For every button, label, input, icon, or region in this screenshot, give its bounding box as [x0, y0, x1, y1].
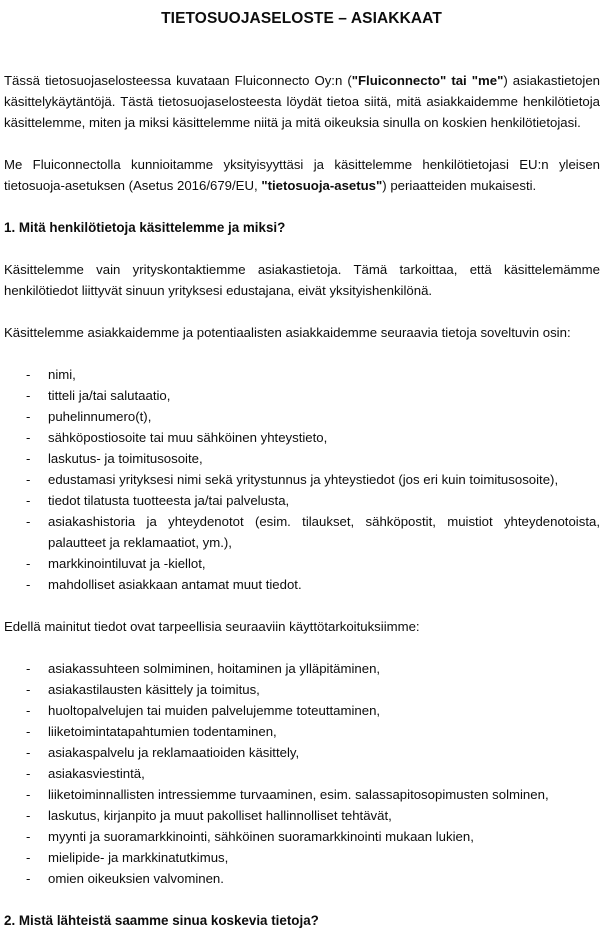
list-item	[4, 406, 600, 427]
dash-bullet-icon: -	[26, 850, 31, 866]
intro-paragraph-2	[4, 154, 600, 196]
list-item-label: asiakastilausten käsittely ja toimitus,	[48, 682, 260, 698]
list-item-label: laskutus- ja toimitusosoite,	[48, 451, 203, 467]
list-item-label: liiketoiminnallisten intressiemme turvaaminen, esim. salassapitosopimusten solminen,	[48, 787, 549, 803]
list-item	[4, 574, 600, 595]
list-item	[4, 490, 600, 511]
list-item	[4, 364, 600, 385]
paragraph-gap-2	[4, 196, 600, 217]
list-item	[4, 805, 600, 826]
dash-bullet-icon: -	[26, 703, 31, 719]
dash-bullet-icon: -	[26, 745, 31, 761]
intro-1-segment-1-bold: "Fluiconnecto" tai "me"	[351, 73, 504, 89]
list-item	[4, 679, 600, 700]
dash-bullet-icon: -	[26, 451, 31, 467]
list-item-label: asiakassuhteen solmiminen, hoitaminen ja ylläpitäminen,	[48, 661, 381, 677]
list-item	[4, 742, 600, 763]
list-item-label: titteli ja/tai salutaatio,	[48, 388, 171, 404]
list-gap-2	[4, 595, 600, 616]
list-item-label: mielipide- ja markkinatutkimus,	[48, 850, 229, 866]
intro-2-segment-2: ) periaatteiden mukaisesti.	[382, 178, 537, 194]
list-item-label: omien oikeuksien valvominen.	[48, 871, 224, 887]
heading-gap-2	[4, 889, 600, 910]
list-gap-3	[4, 637, 600, 658]
paragraph-gap-3	[4, 301, 600, 322]
heading-gap-1	[4, 238, 600, 259]
dash-bullet-icon: -	[26, 724, 31, 740]
list-item-label: tiedot tilatusta tuotteesta ja/tai palvelusta,	[48, 493, 290, 509]
dash-bullet-icon: -	[26, 808, 31, 824]
dash-bullet-icon: -	[26, 766, 31, 782]
list-item	[4, 847, 600, 868]
intro-2-segment-0: Me Fluiconnectolla kunnioitamme yksityisyyttäsi ja käsittelemme henkilötietojasi EU:n yleisen tietosuoja-asetuksen (Asetus 2016/679/EU,	[4, 157, 600, 194]
list-item-label: sähköpostiosoite tai muu sähköinen yhteystieto,	[48, 430, 328, 446]
paragraph-gap-1	[4, 133, 600, 154]
list-item-label: edustamasi yrityksesi nimi sekä yritystunnus ja yhteystiedot (jos eri kuin toimitusosoite),	[48, 472, 559, 488]
list-item	[4, 826, 600, 847]
dash-bullet-icon: -	[26, 787, 31, 803]
list-item	[4, 784, 600, 805]
list-item-label: asiakashistoria ja yhteydenotot (esim. tilaukset, sähköpostit, muistiot yhteydenotoista, palautteet ja reklamaatiot, ym.),	[48, 514, 600, 551]
dash-bullet-icon: -	[26, 472, 31, 488]
intro-paragraph-1	[4, 70, 600, 133]
purpose-list	[4, 658, 600, 889]
list-item-label: puhelinnumero(t),	[48, 409, 152, 425]
section-heading-2: 2. Mistä lähteistä saamme sinua koskevia tietoja?	[4, 913, 319, 929]
list-item	[4, 763, 600, 784]
dash-bullet-icon: -	[26, 682, 31, 698]
dash-bullet-icon: -	[26, 388, 31, 404]
document-body	[0, 70, 603, 931]
intro-1-segment-2: ) asiakastietojen käsittelykäytäntöjä. Tästä tietosuojaselosteesta löydät tietoa siitä, mitä asiakkaidemme henkilötietoja käsittelemme, miten ja miksi käsittelemme niitä ja mitä oikeuksia sinulla on koskien henkilötietojasi.	[4, 73, 600, 131]
dash-bullet-icon: -	[26, 661, 31, 677]
intro-1-segment-0: Tässä tietosuojaselosteessa kuvataan Fluiconnecto Oy:n (	[4, 73, 352, 89]
list-item-label: markkinointiluvat ja -kiellot,	[48, 556, 206, 572]
list-item	[4, 700, 600, 721]
list-item	[4, 469, 600, 490]
dash-bullet-icon: -	[26, 409, 31, 425]
dash-bullet-icon: -	[26, 493, 31, 509]
list-item	[4, 448, 600, 469]
list-item	[4, 511, 600, 553]
dash-bullet-icon: -	[26, 367, 31, 383]
list-gap-1	[4, 343, 600, 364]
dash-bullet-icon: -	[26, 577, 31, 593]
list-item	[4, 427, 600, 448]
list-item-label: asiakasviestintä,	[48, 766, 145, 782]
title-spacer	[0, 28, 603, 70]
list-item-label: huoltopalvelujen tai muiden palvelujemme toteuttaminen,	[48, 703, 381, 719]
section-1-paragraph-3: Edellä mainitut tiedot ovat tarpeellisia seuraaviin käyttötarkoituksiimme:	[4, 619, 420, 635]
list-item-label: mahdolliset asiakkaan antamat muut tiedot.	[48, 577, 302, 593]
list-item-label: nimi,	[48, 367, 76, 383]
dash-bullet-icon: -	[26, 829, 31, 845]
intro-2-segment-1-bold: "tietosuoja-asetus"	[261, 178, 383, 194]
dash-bullet-icon: -	[26, 556, 31, 572]
section-1-paragraph-2: Käsittelemme asiakkaidemme ja potentiaalisten asiakkaidemme seuraavia tietoja soveltuvin osin:	[4, 325, 571, 341]
section-1-paragraph-1: Käsittelemme vain yrityskontaktiemme asiakastietoja. Tämä tarkoittaa, että käsittelemämme henkilötiedot liittyvät sinuun yrityksesi edustajana, eivät yksityishenkilönä.	[4, 262, 600, 299]
list-item	[4, 868, 600, 889]
list-item-label: laskutus, kirjanpito ja muut pakolliset hallinnolliset tehtävät,	[48, 808, 392, 824]
list-item	[4, 553, 600, 574]
dash-bullet-icon: -	[26, 514, 31, 530]
page-title: TIETOSUOJASELOSTE – ASIAKKAAT	[161, 10, 442, 27]
list-item-label: myynti ja suoramarkkinointi, sähköinen suoramarkkinointi mukaan lukien,	[48, 829, 474, 845]
dash-bullet-icon: -	[26, 430, 31, 446]
dash-bullet-icon: -	[26, 871, 31, 887]
list-item	[4, 721, 600, 742]
personal-data-list	[4, 364, 600, 595]
list-item-label: liiketoimintatapahtumien todentaminen,	[48, 724, 277, 740]
list-item	[4, 658, 600, 679]
section-heading-1: 1. Mitä henkilötietoja käsittelemme ja miksi?	[4, 220, 286, 236]
list-item-label: asiakaspalvelu ja reklamaatioiden käsittely,	[48, 745, 300, 761]
list-item	[4, 385, 600, 406]
